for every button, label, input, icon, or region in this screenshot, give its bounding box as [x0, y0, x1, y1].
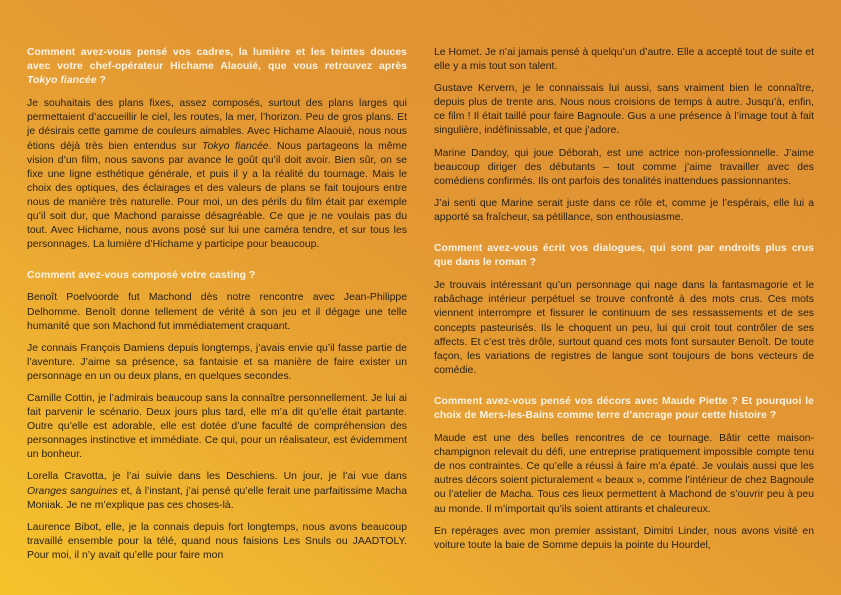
question-heading: Comment avez-vous pensé vos décors avec Maude Piette ? Et pourquoi le choix de Mers-les-Bains comme terre d’ancrage pour cette histoire ?	[434, 395, 814, 421]
question-heading: Comment avez-vous composé votre casting ?	[27, 270, 256, 282]
answer-paragraph: Je connais François Damiens depuis longtemps, j’avais envie qu’il fasse partie de l’aventure. J’aime sa présence, sa fantaisie et sa manière de faire exister un personnage en un ou deux plans, en quelques secondes.	[27, 342, 407, 382]
answer-paragraph: Camille Cottin, je l’admirais beaucoup sans la connaître personnellement. Je lui ai fait parvenir le scénario. Deux jours plus tard, elle m’a dit qu’elle était partante. Outre qu’elle est adorable, elle est dotée d’une faculté de compréhension des personnages instinctive et immédiate. Ce qui, pour un réalisateur, est évidemment un bonheur.	[27, 392, 407, 461]
answer-paragraph: Lorella Cravotta, je l’ai suivie dans les Deschiens. Un jour, je l’ai vue dans Oranges sanguines et, à l’instant, j’ai pensé qu’elle ferait une parfaitissime Macha Moniak. Je ne m’explique pas ces choses-là.	[27, 471, 407, 511]
answer-paragraph: Je souhaitais des plans fixes, assez composés, surtout des plans larges qui permettaient d’accueillir le ciel, les routes, la mer, l’horizon. Peu de gros plans. Et je désirais cette gamme de couleurs aimables. Avec Hichame Alaouié, nous nous étions déjà très bien entendus sur Tokyo fiancée. Nous partageons la même vision d’un film, nous savons par avance le goût qu’il doit avoir. Bien sûr, on se fixe une ligne esthétique générale, et puis il y a la réalité du tournage. Mais le choix des optiques, des éclairages et des valeurs de plans se fait toujours entre nous de manière très naturelle. Pour moi, un des périls du film était par exemple qu’il soit dur, que Machond paraisse désagréable. Ce que je ne voulais pas du tout. Avec Hichame, nous avons posé sur lui une caméra tendre, et sur tous les personnages. La lumière d’Hichame y participe pour beaucoup.	[27, 98, 408, 251]
section-spacer	[434, 233, 814, 242]
answer-paragraph-continuation: Le Homet. Je n’ai jamais pensé à quelqu’un d’autre. Elle a accepté tout de suite et elle y a mis tout son talent.	[434, 47, 814, 73]
question-heading: Comment avez-vous écrit vos dialogues, qui sont par endroits plus crus que dans le roman ?	[434, 243, 814, 269]
question-heading: Comment avez-vous pensé vos cadres, la lumière et les teintes douces avec votre chef-opérateur Hichame Alaouié, que vous retrouvez après Tokyo fiancée ?	[27, 47, 407, 87]
answer-paragraph: Je trouvais intéressant qu’un personnage qui nage dans la fantasmagorie et le rabâchage intérieur perpétuel se trouve confronté à des mots crus. Ces mots viennent interrompre et fissurer le continuum de ses ressassements et de ses concepts pasteurisés. Ils le choquent un peu, lui qui croit tout contrôler de ses affects. Et c’est très drôle, surtout quand ces mots font sursauter Benoît. De toute façon, les variations de registres de langue sont toujours de bons vecteurs de comédie.	[434, 280, 814, 376]
section-spacer	[27, 260, 407, 269]
left-text-column	[27, 46, 407, 575]
answer-paragraph-continued: En repérages avec mon premier assistant, Dimitri Linder, nous avons visité en voiture toute la baie de Somme depuis la pointe du Hourdel,	[434, 525, 814, 551]
answer-paragraph: Gustave Kervern, je le connaissais lui aussi, sans vraiment bien le connaître, depuis plus de trente ans. Nous nous croisions de temps à autre. Jusqu’à, enfin, ce film ! Il était taillé pour faire Bagnoule. Gus a une présence à l’image tout à fait singulière, indéfinissable, et que j’adore.	[434, 83, 814, 137]
answer-paragraph: Benoît Poelvoorde fut Machond dès notre rencontre avec Jean-Philippe Delhomme. Benoît donne tellement de vérité à son jeu et il dégage une telle humanité que son Machond fut immédiatement craquant.	[27, 292, 407, 332]
answer-paragraph: Maude est une des belles rencontres de ce tournage. Bâtir cette maison-champignon relevait du défi, une entreprise pratiquement impossible compte tenu de nos contraintes. Ce qu’elle a réussi à faire m’a épaté. Je voulais aussi que les autres décors soient picturalement « beaux », comme l’intérieur de chez Bagnoule ou l’atelier de Macha. Tous ces lieux permettent à Machond de s’ouvrir peu à peu au monde. Il m’importait qu’ils soient attirants et chaleureux.	[434, 433, 814, 515]
right-text-column	[434, 46, 814, 575]
answer-paragraph-continued: Laurence Bibot, elle, je la connais depuis fort longtemps, nous avons beaucoup travaillé ensemble pour la télé, quand nous faisions Les Snuls ou JAADTOLY. Pour moi, il n’y avait qu’elle pour faire mon	[27, 521, 407, 561]
answer-paragraph: Marine Dandoy, qui joue Déborah, est une actrice non-professionnelle. J’aime beaucoup diriger des débutants – tout comme j’aime travailler avec des comédiens confirmés. Ils ont parfois des tonalités inattendues passionnantes.	[434, 147, 814, 187]
answer-paragraph: J’ai senti que Marine serait juste dans ce rôle et, comme je l’espérais, elle lui a apporté sa fraîcheur, sa pétillance, son enthousiasme.	[434, 197, 814, 223]
section-spacer	[434, 386, 814, 395]
